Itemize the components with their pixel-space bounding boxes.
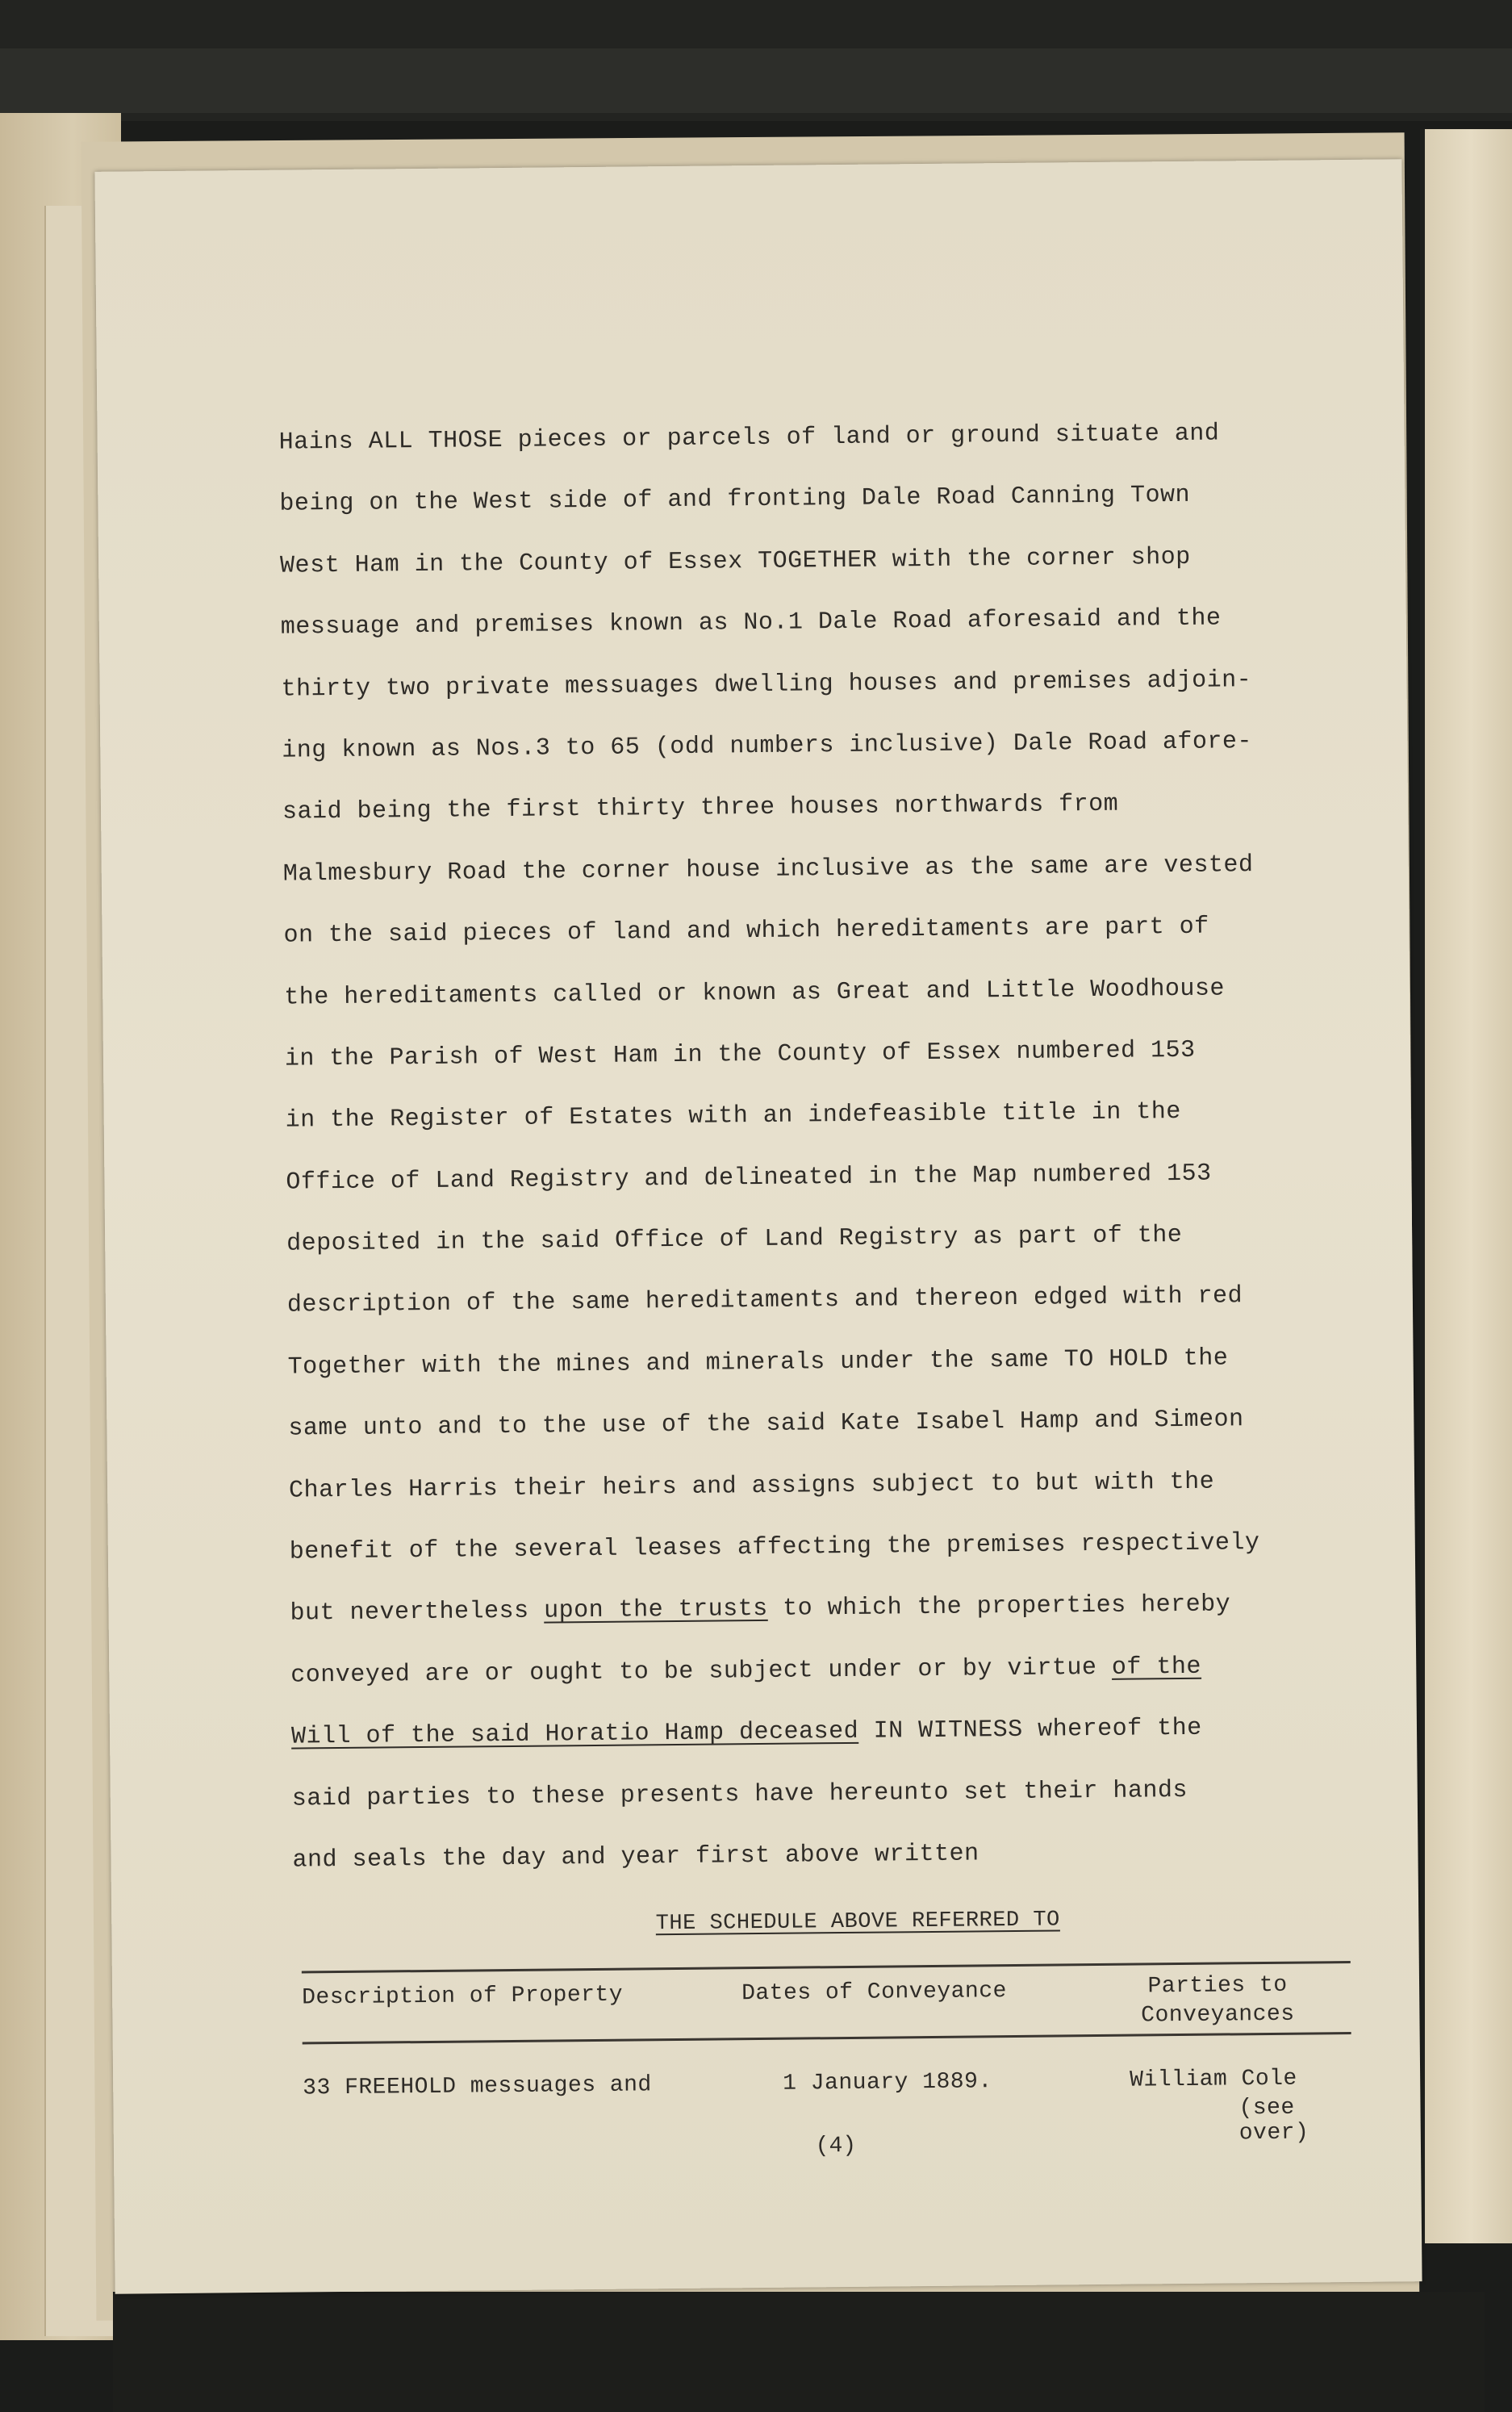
body-line (291, 1696, 1333, 1768)
line-text: IN WITNESS whereof the (858, 1714, 1202, 1746)
column-header-dates: Dates of Conveyance (741, 1979, 1008, 2007)
body-line: Office of Land Registry and delineated in the Map numbered 153 (286, 1160, 1212, 1197)
underlined-text: of the (1111, 1653, 1202, 1682)
body-line: messuage and premises known as No.1 Dale Road aforesaid and the (280, 604, 1222, 642)
column-header-description: Description of Property (302, 1982, 624, 2011)
table-rule (303, 2032, 1351, 2044)
cell-date: 1 January 1889. (783, 2069, 992, 2096)
schedule-table (302, 1943, 1351, 2147)
page-number: (4) (815, 2133, 857, 2159)
body-line: benefit of the several leases affecting the premises respectively (289, 1529, 1260, 1566)
adjacent-page (1420, 129, 1512, 2243)
body-line: Together with the mines and minerals under the same TO HOLD the (287, 1344, 1229, 1382)
cell-description: 33 FREEHOLD messuages and (303, 2072, 652, 2101)
schedule-title: THE SCHEDULE ABOVE REFERRED TO (655, 1908, 1060, 1937)
bottom-shadow (113, 2292, 1485, 2412)
deed-body (278, 402, 1334, 1892)
body-line: in the Register of Estates with an indefeasible title in the (285, 1098, 1182, 1135)
underlined-text: upon the trusts (543, 1595, 768, 1625)
body-line: Malmesbury Road the corner house inclusive as the same are vested (282, 851, 1254, 888)
body-line: and seals the day and year first above written (292, 1840, 979, 1875)
header-line: Conveyances (1141, 2001, 1295, 2029)
header-line: Parties to (1147, 1972, 1288, 2000)
column-header-parties (1117, 1971, 1319, 2030)
line-text: but nevertheless (290, 1597, 545, 1628)
body-line (290, 1635, 1332, 1707)
body-line (290, 1574, 1331, 1645)
body-line: being on the West side of and fronting Dale Road Canning Town (279, 482, 1191, 519)
document-sheet (94, 159, 1422, 2293)
body-line: said parties to these presents have hereunto set their hands (291, 1776, 1188, 1813)
cell-party: William Cole (1130, 2066, 1297, 2093)
body-line: ing known as Nos.3 to 65 (odd numbers inclusive) Dale Road afore- (282, 728, 1253, 765)
see-over-note: (see over) (1238, 2095, 1309, 2147)
body-line: same unto and to the use of the said Kate Isabel Hamp and Simeon (288, 1406, 1244, 1443)
body-line: the hereditaments called or known as Great and Little Woodhouse (284, 974, 1226, 1012)
underlined-text: Will of the said Horatio Hamp deceased (290, 1718, 859, 1751)
binder-strip (0, 48, 1512, 113)
body-line: said being the first thirty three houses northwards from (282, 791, 1119, 826)
body-line: Hains ALL THOSE pieces or parcels of land or ground situate and (278, 420, 1220, 457)
line-text: conveyed are or ought to be subject under or by virtue (290, 1653, 1113, 1690)
body-line: description of the same hereditaments and thereon edged with red (286, 1282, 1243, 1320)
body-line: in the Parish of West Ham in the County of Essex numbered 153 (284, 1036, 1196, 1073)
body-line: Charles Harris their heirs and assigns subject to but with the (288, 1468, 1215, 1505)
body-line: West Ham in the County of Essex TOGETHER with the corner shop (279, 543, 1191, 580)
body-line: thirty two private messuages dwelling houses and premises adjoin- (281, 666, 1252, 704)
body-line: deposited in the said Office of Land Registry as part of the (286, 1222, 1183, 1258)
line-text: to which the properties hereby (767, 1591, 1231, 1624)
body-line: on the said pieces of land and which hereditaments are part of (283, 913, 1209, 950)
